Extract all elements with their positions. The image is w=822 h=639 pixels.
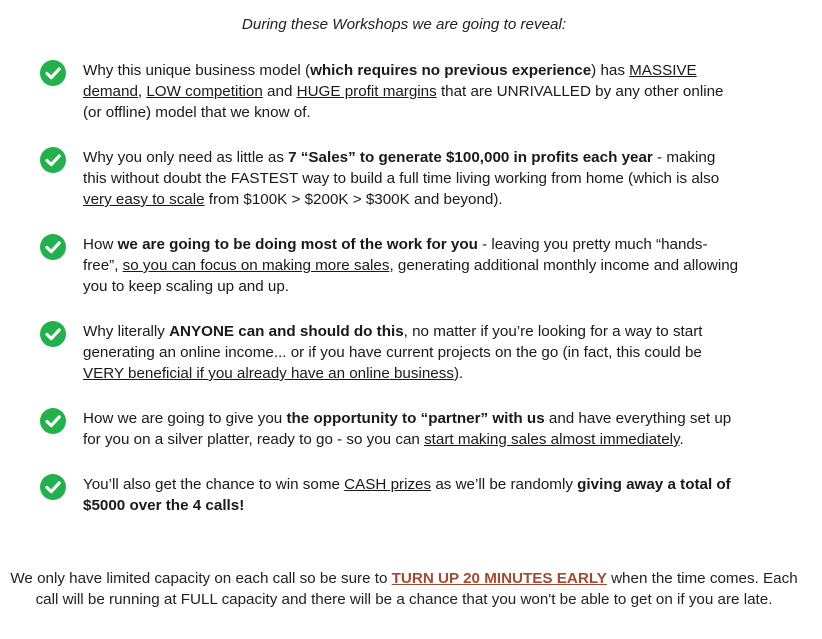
- list-item: [40, 321, 740, 384]
- benefit-list: [40, 60, 740, 540]
- check-circle-icon: [40, 234, 66, 260]
- list-item-text: Why this unique business model (which requires no previous experience) has MASSIVE demand, LOW competition and HUGE profit margins that are UNRIVALLED by any other online (or offline) model that we know of.: [83, 62, 724, 121]
- list-item-text: Why literally ANYONE can and should do this, no matter if you’re looking for a way to start generating an online income... or if you have current projects on the go (in fact, this could be VERY beneficial if you already have an online business).: [83, 323, 703, 382]
- check-circle-icon: [40, 321, 66, 347]
- check-circle-icon: [40, 147, 66, 173]
- check-circle-icon: [40, 60, 66, 86]
- list-item: [40, 474, 740, 516]
- closing-note: We only have limited capacity on each call so be sure to TURN UP 20 MINUTES EARLY when the time comes. Each call will be running at FULL capacity and there will be a chance that you won't be able to get on if you are late.: [10, 570, 798, 608]
- intro-heading: During these Workshops we are going to reveal:: [241, 16, 567, 33]
- list-item-text: You’ll also get the chance to win some CASH prizes as we’ll be randomly giving away a total of $5000 over the 4 calls!: [83, 476, 731, 514]
- list-item: [40, 60, 740, 123]
- list-item-text: Why you only need as little as 7 “Sales” to generate $100,000 in profits each year - making this without doubt the FASTEST way to build a full time living working from home (which is also very easy to scale from $100K > $200K > $300K and beyond).: [83, 149, 720, 208]
- list-item: [40, 147, 740, 210]
- list-item-text: How we are going to be doing most of the work for you - leaving you pretty much “hands-free”, so you can focus on making more sales, generating additional monthly income and allowing you to keep scaling up and up.: [83, 236, 739, 295]
- check-circle-icon: [40, 474, 66, 500]
- list-item-text: How we are going to give you the opportunity to “partner” with us and have everything set up for you on a silver platter, ready to go - so you can start making sales almost immediately.: [83, 410, 732, 448]
- list-item: [40, 408, 740, 450]
- list-item: [40, 234, 740, 297]
- check-circle-icon: [40, 408, 66, 434]
- turn-up-early-link[interactable]: TURN UP 20 MINUTES EARLY: [391, 570, 607, 587]
